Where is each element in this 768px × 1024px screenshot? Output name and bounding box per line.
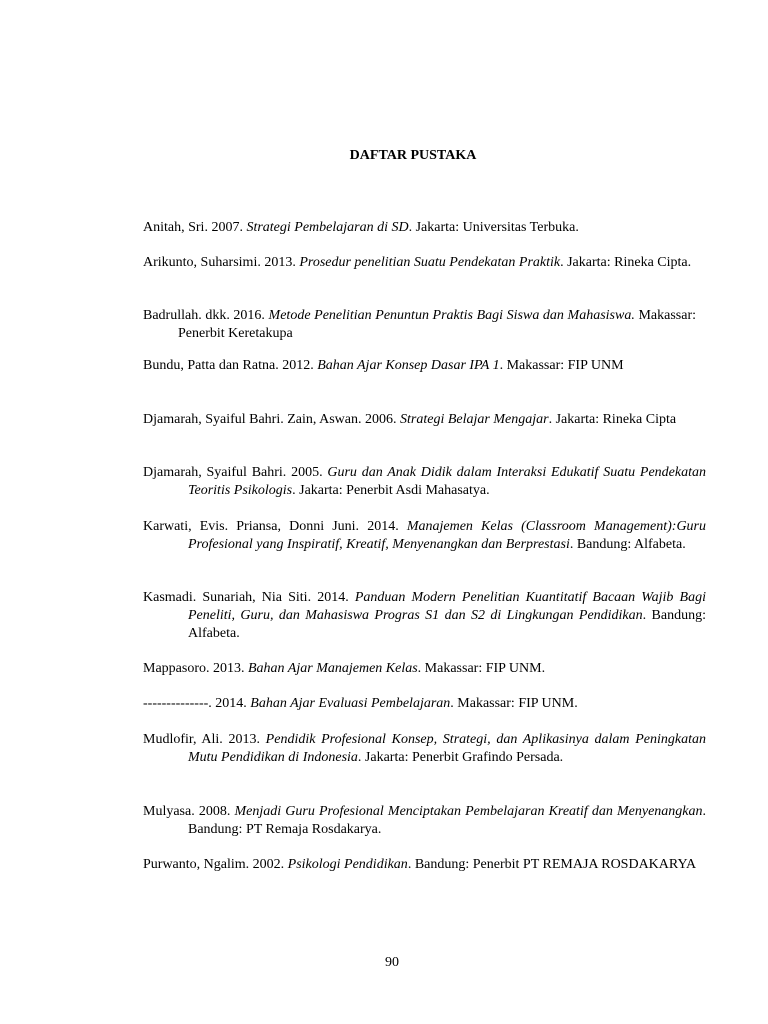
- reference-item: Mulyasa. 2008. Menjadi Guru Profesional Menciptakan Pembelajaran Kreatif dan Menyenangkan. Bandung: PT Remaja Rosdakarya.: [143, 804, 707, 837]
- page-number: 90: [385, 955, 399, 970]
- reference-item: Arikunto, Suharsimi. 2013. Prosedur penelitian Suatu Pendekatan Praktik. Jakarta: Rineka Cipta.: [143, 255, 692, 270]
- reference-item: Djamarah, Syaiful Bahri. 2005. Guru dan Anak Didik dalam Interaksi Edukatif Suatu Pendekatan Teoritis Psikologis. Jakarta: Penerbit Asdi Mahasatya.: [143, 465, 706, 498]
- reference-item: Mappasoro. 2013. Bahan Ajar Manajemen Kelas. Makassar: FIP UNM.: [143, 661, 546, 676]
- reference-item: Anitah, Sri. 2007. Strategi Pembelajaran di SD. Jakarta: Universitas Terbuka.: [143, 220, 579, 235]
- reference-item: --------------. 2014. Bahan Ajar Evaluasi Pembelajaran. Makassar: FIP UNM.: [143, 696, 578, 711]
- reference-item: Kasmadi. Sunariah, Nia Siti. 2014. Panduan Modern Penelitian Kuantitatif Bacaan Wajib Bagi Peneliti, Guru, dan Mahasiswa Progras S1 dan S2 di Lingkungan Pendidikan. Bandung: Alfabeta.: [143, 590, 706, 641]
- page-title: DAFTAR PUSTAKA: [349, 148, 477, 163]
- reference-item: Badrullah. dkk. 2016. Metode Penelitian Penuntun Praktis Bagi Siswa dan Mahasiswa. Makassar: Penerbit Keretakupa: [143, 308, 696, 341]
- reference-item: Mudlofir, Ali. 2013. Pendidik Profesional Konsep, Strategi, dan Aplikasinya dalam Peningkatan Mutu Pendidikan di Indonesia. Jakarta: Penerbit Grafindo Persada.: [143, 732, 706, 765]
- reference-item: Djamarah, Syaiful Bahri. Zain, Aswan. 2006. Strategi Belajar Mengajar. Jakarta: Rineka Cipta: [143, 412, 677, 427]
- reference-item: Purwanto, Ngalim. 2002. Psikologi Pendidikan. Bandung: Penerbit PT REMAJA ROSDAKARYA: [143, 857, 697, 872]
- reference-item: Karwati, Evis. Priansa, Donni Juni. 2014. Manajemen Kelas (Classroom Management):Guru Profesional yang Inspiratif, Kreatif, Menyenangkan dan Berprestasi. Bandung: Alfabeta.: [143, 519, 707, 552]
- reference-item: Bundu, Patta dan Ratna. 2012. Bahan Ajar Konsep Dasar IPA 1. Makassar: FIP UNM: [143, 358, 624, 373]
